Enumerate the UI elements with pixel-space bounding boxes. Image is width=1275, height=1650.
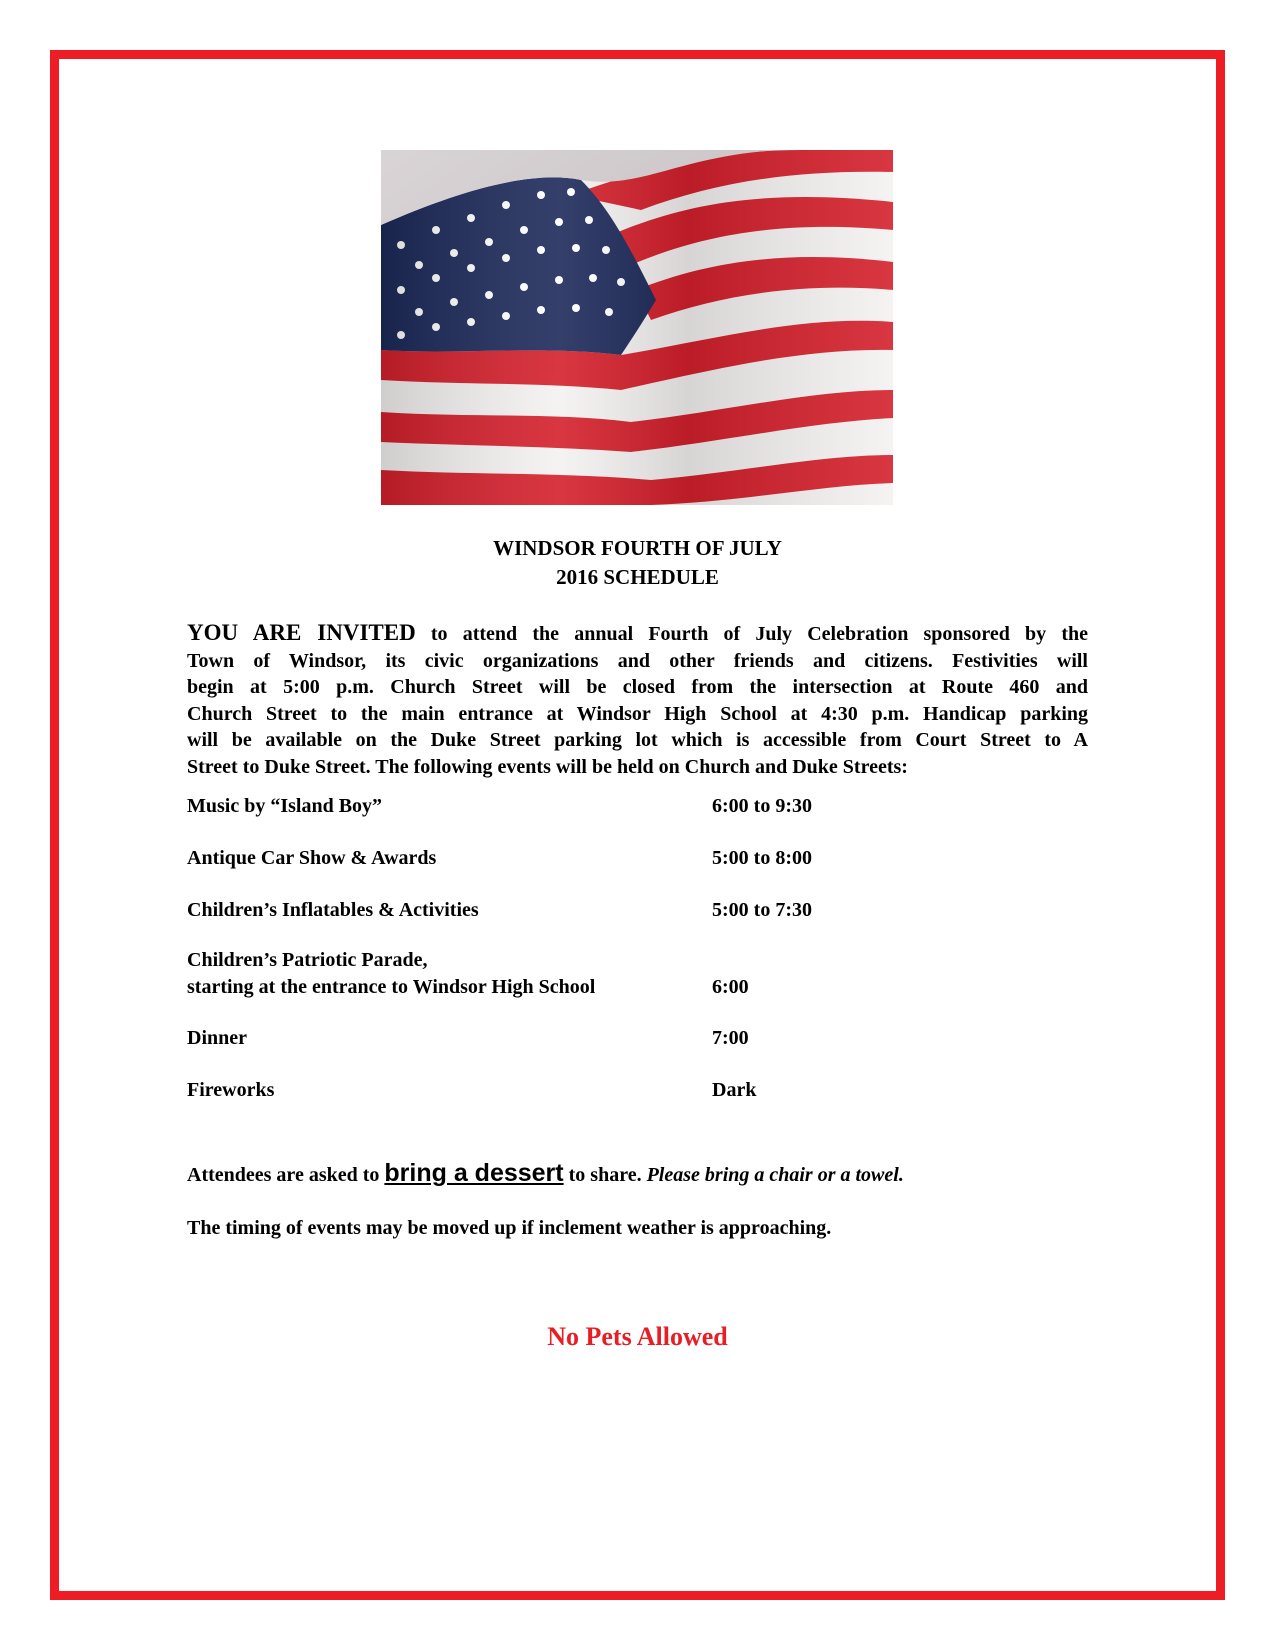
intro-line: to attend the annual Fourth of July Celebration sponsored by the — [415, 623, 1088, 645]
schedule-time: 6:00 — [712, 976, 749, 998]
schedule-time: 5:00 to 8:00 — [712, 847, 812, 869]
intro-lead: YOU ARE INVITED — [187, 620, 416, 645]
weather-note: The timing of events may be moved up if inclement weather is approaching. — [187, 1217, 832, 1239]
page-subtitle: 2016 SCHEDULE — [556, 565, 719, 589]
schedule-time: 6:00 to 9:30 — [712, 795, 812, 817]
schedule-event: Fireworks — [187, 1079, 275, 1101]
page-title: WINDSOR FOURTH OF JULY — [493, 536, 782, 560]
chair-note: Please bring a chair or a towel. — [646, 1164, 904, 1186]
schedule-time: 5:00 to 7:30 — [712, 899, 812, 921]
schedule-time: Dark — [712, 1079, 757, 1101]
intro-line: Church Street to the main entrance at Windsor High School at 4:30 p.m. Handicap parking — [187, 702, 1088, 725]
schedule-time: 7:00 — [712, 1027, 749, 1049]
dessert-note-post: to share. — [563, 1164, 647, 1186]
intro-paragraph — [187, 620, 1088, 780]
intro-line: begin at 5:00 p.m. Church Street will be closed from the intersection at Route 460 and — [187, 676, 1088, 698]
schedule-event: Music by “Island Boy” — [187, 795, 383, 817]
schedule-event: Dinner — [187, 1027, 247, 1049]
dessert-note — [187, 1158, 904, 1190]
dessert-note-pre: Attendees are asked to — [187, 1164, 385, 1186]
dessert-emphasis: bring a dessert — [384, 1159, 564, 1187]
no-pets-notice: No Pets Allowed — [547, 1322, 728, 1351]
intro-line: will be available on the Duke Street parking lot which is accessible from Court Street to A — [187, 729, 1088, 751]
schedule-event-detail: starting at the entrance to Windsor High School — [187, 976, 596, 998]
american-flag-icon — [381, 150, 893, 505]
intro-line: Town of Windsor, its civic organizations and other friends and citizens. Festivities will — [187, 649, 1088, 672]
intro-line: Street to Duke Street. The following events will be held on Church and Duke Streets: — [187, 755, 908, 778]
schedule-event: Children’s Patriotic Parade, — [187, 949, 428, 971]
schedule-event: Children’s Inflatables & Activities — [187, 899, 479, 921]
schedule-event: Antique Car Show & Awards — [187, 847, 437, 869]
